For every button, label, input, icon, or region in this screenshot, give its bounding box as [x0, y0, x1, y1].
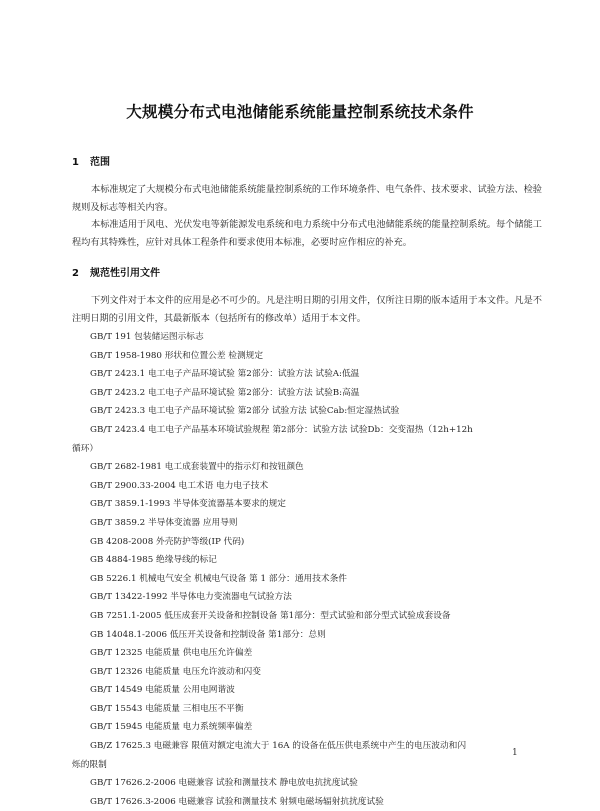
reference-item: GB/T 14549 电能质量 公用电网谐波 [90, 685, 235, 696]
reference-item: GB/T 2423.1 电工电子产品环境试验 第2部分：试验方法 试验A:低温 [90, 369, 360, 380]
section-title: 规范性引用文件 [90, 268, 160, 279]
reference-item: GB/T 12326 电能质量 电压允许波动和闪变 [90, 666, 261, 677]
reference-item: GB/T 3859.1-1993 半导体变流器基本要求的规定 [90, 499, 286, 510]
scope-paragraph-2: 本标准适用于风电、光伏发电等新能源发电系统和电力系统中分布式电池储能系统的能量控制系统。每个储能工程均有其特殊性，应针对具体工程条件和要求使用本标准，必要时应作相应的补充。 [72, 219, 542, 248]
reference-item [72, 737, 550, 774]
reference-item: GB/T 15543 电能质量 三相电压不平衡 [90, 703, 244, 714]
reference-item: GB/T 2682-1981 电工成套装置中的指示灯和按钮颜色 [90, 462, 304, 473]
reference-continuation: 循环） [72, 443, 99, 454]
section-title: 范围 [90, 157, 110, 168]
section-2-heading [72, 264, 160, 279]
reference-item: GB/T 17626.2-2006 电磁兼容 试验和测量技术 静电放电抗扰度试验 [90, 778, 358, 789]
reference-text: GB/T 2423.4 电工电子产品基本环境试验规程 第2部分：试验方法 试验Db：交变湿热（12h+12h [90, 424, 473, 435]
section-number: 2 [72, 268, 79, 279]
reference-item: GB/T 2900.33-2004 电工术语 电力电子技术 [90, 480, 269, 491]
section-1-heading [72, 153, 110, 168]
section-number: 1 [72, 157, 79, 168]
reference-continuation: 烁的限制 [72, 759, 107, 770]
reference-item: GB/T 3859.2 半导体变流器 应用导则 [90, 517, 238, 528]
reference-text: GB/Z 17625.3 电磁兼容 限值对额定电流大于 16A 的设备在低压供电系统中产生的电压波动和闪 [90, 741, 467, 752]
scope-paragraph-1: 本标准规定了大规模分布式电池储能系统能量控制系统的工作环境条件、电气条件、技术要求、试验方法、检验规则及标志等相关内容。 [72, 184, 542, 213]
document-title: 大规模分布式电池储能系统能量控制系统技术条件 [126, 103, 474, 121]
reference-item: GB 5226.1 机械电气安全 机械电气设备 第 1 部分：通用技术条件 [90, 573, 347, 584]
reference-item: GB/T 13422-1992 半导体电力变流器电气试验方法 [90, 592, 292, 603]
references-intro-paragraph: 下列文件对于本文件的应用是必不可少的。凡是注明日期的引用文件，仅所注日期的版本适用于本文件。凡是不注明日期的引用文件，其最新版本（包括所有的修改单）适用于本文件。 [72, 295, 542, 324]
reference-item: GB/T 2423.3 电工电子产品环境试验 第2部分 试验方法 试验Cab:恒定湿热试验 [90, 406, 400, 417]
page-number: 1 [512, 748, 518, 758]
reference-item: GB/T 2423.2 电工电子产品环境试验 第2部分：试验方法 试验B:高温 [90, 387, 360, 398]
reference-list [72, 328, 550, 811]
reference-item: GB/T 191 包装储运图示标志 [90, 332, 204, 342]
reference-item: GB 14048.1-2006 低压开关设备和控制设备 第1部分：总则 [90, 629, 326, 640]
reference-item: GB 4884-1985 绝缘导线的标记 [90, 555, 217, 566]
reference-item [72, 421, 550, 458]
reference-item: GB/T 17626.3-2006 电磁兼容 试验和测量技术 射频电磁场辐射抗扰度试验 [90, 796, 384, 807]
reference-item: GB 7251.1-2005 低压成套开关设备和控制设备 第1部分：型式试验和部分型式试验成套设备 [90, 610, 451, 621]
reference-item: GB/T 15945 电能质量 电力系统频率偏差 [90, 722, 253, 733]
reference-item: GB/T 12325 电能质量 供电电压允许偏差 [90, 648, 253, 659]
reference-item: GB/T 1958-1980 形状和位置公差 检测规定 [90, 350, 264, 361]
reference-item: GB 4208-2008 外壳防护等级(IP 代码) [90, 536, 245, 547]
